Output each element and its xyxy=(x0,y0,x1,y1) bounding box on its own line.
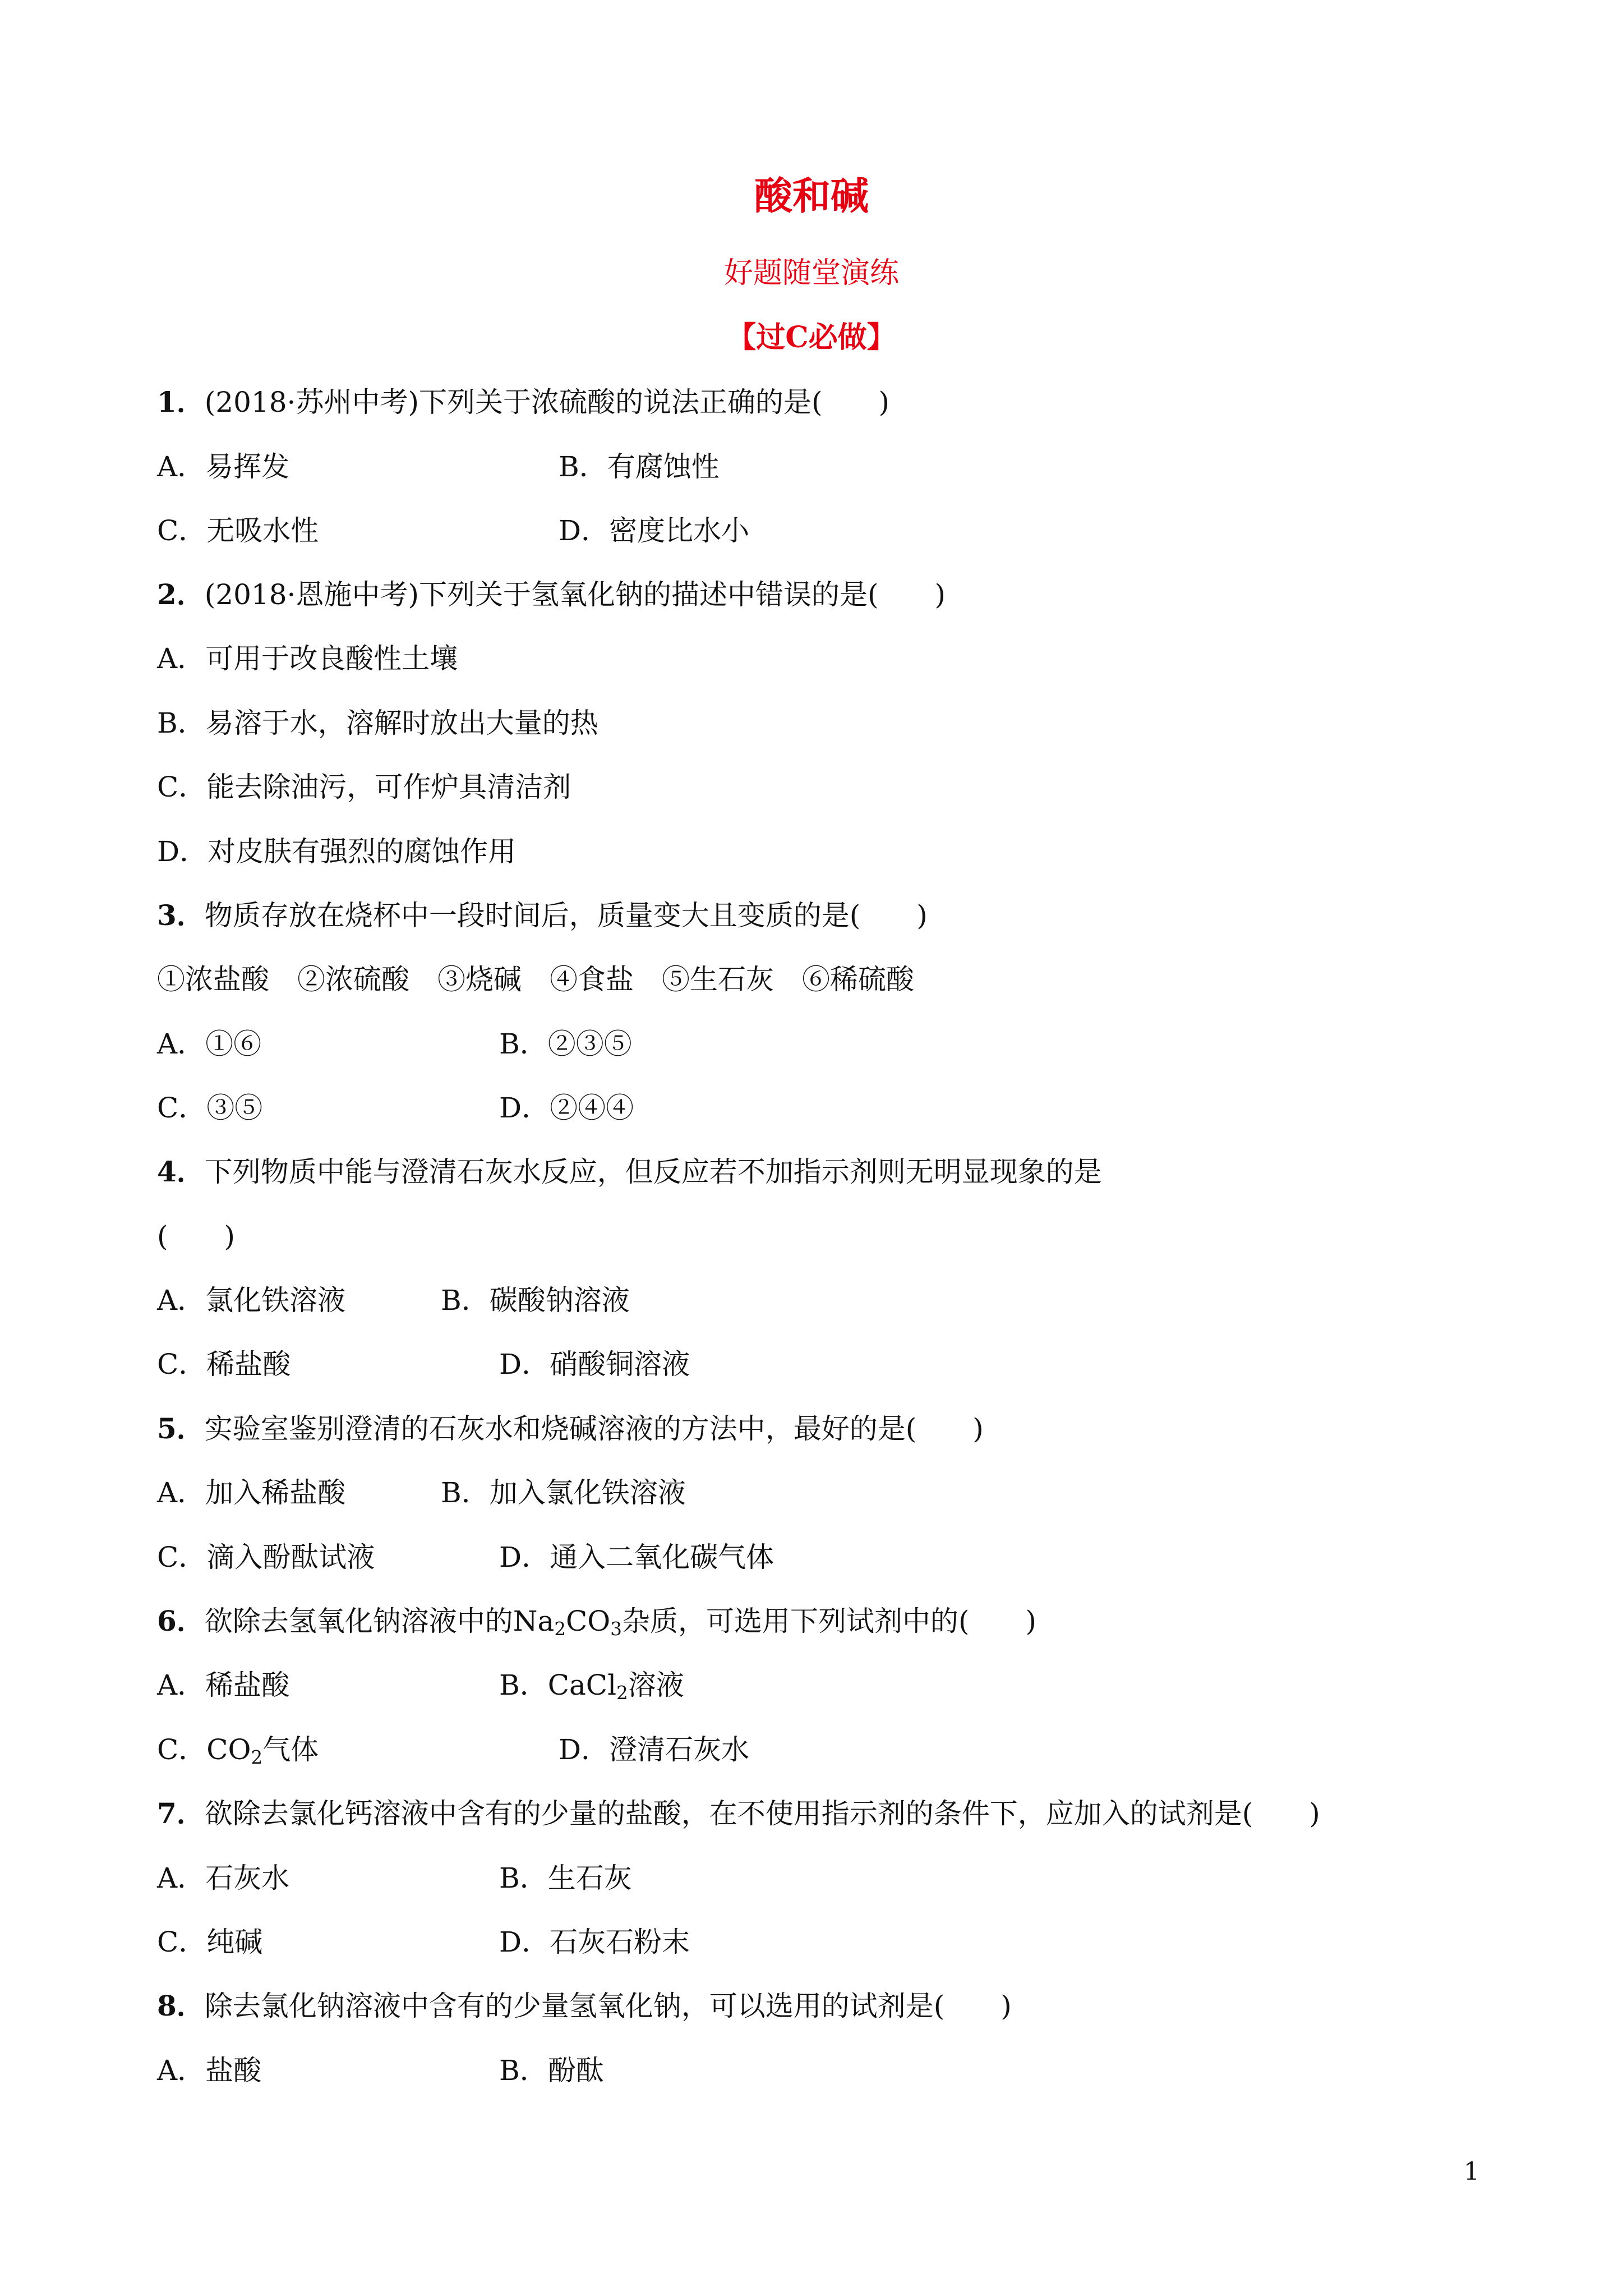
question-2-option-b: B．易溶于水，溶解时放出大量的热 xyxy=(157,707,598,739)
question-3-option-d: D．②④④ xyxy=(499,1092,634,1124)
question-5-option-a: A．加入稀盐酸 xyxy=(157,1476,346,1509)
question-4-option-c: C．稀盐酸 xyxy=(157,1348,291,1381)
question-2-option-a: A．可用于改良酸性土壤 xyxy=(157,642,458,675)
question-7-stem: 7．欲除去氯化钙溶液中含有的少量的盐酸，在不使用指示剂的条件下，应加入的试剂是( ) xyxy=(157,1797,1320,1830)
question-8-option-a: A．盐酸 xyxy=(157,2054,262,2087)
question-3-option-c: C．③⑤ xyxy=(157,1092,263,1124)
question-6-option-b: B．CaCl$_2$溶液 xyxy=(499,1669,684,1704)
question-6-stem: 6．欲除去氢氧化钠溶液中的$Na_2CO_3$杂质，可选用下列试剂中的( ) xyxy=(157,1604,1036,1640)
question-2-option-d: D．对皮肤有强烈的腐蚀作用 xyxy=(157,835,517,868)
question-1-option-c: C．无吸水性 xyxy=(157,514,319,547)
chemical-formula: $Na_2CO_3$ xyxy=(513,1605,622,1640)
question-8-stem: 8．除去氯化钠溶液中含有的少量氢氧化钠，可以选用的试剂是( ) xyxy=(157,1989,1012,2022)
question-3-stem: 3．物质存放在烧杯中一段时间后，质量变大且变质的是( ) xyxy=(157,899,928,932)
question-2-stem: 2．(2018·恩施中考)下列关于氢氧化钠的描述中错误的是( ) xyxy=(157,578,946,611)
question-4-option-b: B．碳酸钠溶液 xyxy=(441,1284,630,1317)
question-4-answer-bracket: ( ) xyxy=(157,1220,236,1253)
question-7-option-d: D．石灰石粉末 xyxy=(499,1926,690,1958)
question-6-option-c: C．$CO_2$气体 xyxy=(157,1733,319,1769)
page-number: 1 xyxy=(1464,2157,1479,2186)
question-3-option-b: B．②③⑤ xyxy=(499,1028,632,1060)
question-4-stem: 4．下列物质中能与澄清石灰水反应，但反应若不加指示剂则无明显现象的是 xyxy=(157,1155,1102,1188)
question-7-option-c: C．纯碱 xyxy=(157,1926,263,1958)
question-5-option-c: C．滴入酚酞试液 xyxy=(157,1541,375,1573)
question-5-option-b: B．加入氯化铁溶液 xyxy=(441,1476,686,1509)
section-heading: 【过C必做】 xyxy=(727,320,896,355)
question-1-option-d: D．密度比水小 xyxy=(559,514,750,547)
question-5-stem: 5．实验室鉴别澄清的石灰水和烧碱溶液的方法中，最好的是( ) xyxy=(157,1412,984,1445)
question-3-option-a: A．①⑥ xyxy=(157,1028,262,1060)
question-8-option-b: B．酚酞 xyxy=(499,2054,604,2087)
question-3-items: ①浓盐酸 ②浓硫酸 ③烧碱 ④食盐 ⑤生石灰 ⑥稀硫酸 xyxy=(157,963,914,996)
question-6-option-d: D．澄清石灰水 xyxy=(559,1733,750,1766)
question-4-option-d: D．硝酸铜溶液 xyxy=(499,1348,690,1381)
question-4-option-a: A．氯化铁溶液 xyxy=(157,1284,346,1317)
question-1-option-b: B．有腐蚀性 xyxy=(559,450,720,483)
page-subtitle: 好题随堂演练 xyxy=(723,256,899,290)
question-5-option-d: D．通入二氧化碳气体 xyxy=(499,1541,774,1573)
question-7-option-a: A．石灰水 xyxy=(157,1862,290,1894)
question-6-option-a: A．稀盐酸 xyxy=(157,1669,290,1701)
question-2-option-c: C．能去除油污，可作炉具清洁剂 xyxy=(157,771,571,803)
question-1-option-a: A．易挥发 xyxy=(157,450,290,483)
page-title: 酸和碱 xyxy=(754,174,869,219)
question-1-stem: 1．(2018·苏州中考)下列关于浓硫酸的说法正确的是( ) xyxy=(157,385,889,418)
question-7-option-b: B．生石灰 xyxy=(499,1862,632,1894)
